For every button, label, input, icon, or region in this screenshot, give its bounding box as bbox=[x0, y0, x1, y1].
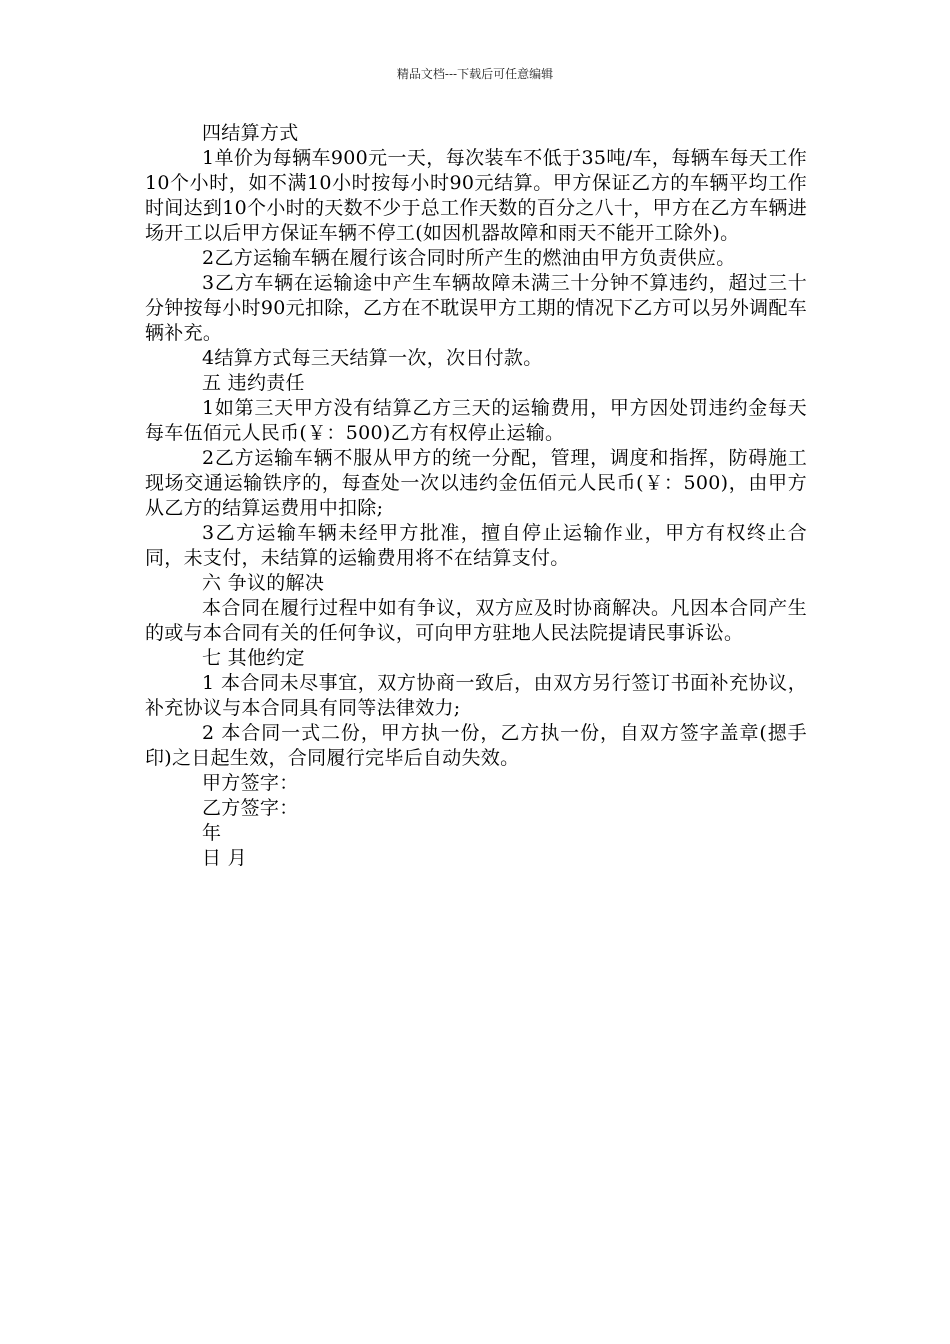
date-day-month-line: 日 月 bbox=[202, 847, 247, 869]
page-header: 精品文档---下载后可任意编辑 bbox=[396, 67, 554, 81]
section-heading-breach: 五 违约责任 bbox=[202, 372, 305, 394]
section-heading-other: 七 其他约定 bbox=[202, 647, 305, 669]
settlement-clause-3: 3乙方车辆在运输途中产生车辆故障未满三十分钟不算违约，超过三十分钟按每小时90元扣除，乙方在不耽误甲方工期的情况下乙方可以另外调配车辆补充。 bbox=[145, 272, 807, 344]
settlement-clause-1: 1单价为每辆车900元一天，每次装车不低于35吨/车，每辆车每天工作10个小时，如不满10小时按每小时90元结算。甲方保证乙方的车辆平均工作时间达到10个小时的天数不少于总工作天数的百分之八十，甲方在乙方车辆进场开工以后甲方保证车辆不停工(如因机器故障和雨天不能开工除外)。 bbox=[145, 147, 807, 244]
breach-clause-1: 1如第三天甲方没有结算乙方三天的运输费用，甲方因处罚违约金每天每车伍佰元人民币(￥：500)乙方有权停止运输。 bbox=[145, 397, 807, 444]
breach-clause-3: 3乙方运输车辆未经甲方批准，擅自停止运输作业，甲方有权终止合同，未支付，未结算的运输费用将不在结算支付。 bbox=[145, 522, 807, 569]
section-heading-dispute: 六 争议的解决 bbox=[202, 572, 325, 594]
settlement-clause-2: 2乙方运输车辆在履行该合同时所产生的燃油由甲方负责供应。 bbox=[202, 247, 736, 269]
party-a-signature-line: 甲方签字： bbox=[202, 772, 299, 794]
other-clause-1: 1 本合同未尽事宜，双方协商一致后，由双方另行签订书面补充协议，补充协议与本合同具有同等法律效力; bbox=[145, 672, 807, 719]
document-body bbox=[145, 121, 807, 871]
other-clause-2: 2 本合同一式二份，甲方执一份，乙方执一份，自双方签字盖章(摁手印)之日起生效，合同履行完毕后自动失效。 bbox=[145, 722, 807, 769]
settlement-clause-4: 4结算方式每三天结算一次，次日付款。 bbox=[202, 347, 543, 369]
section-heading-settlement: 四结算方式 bbox=[202, 122, 299, 144]
dispute-clause: 本合同在履行过程中如有争议，双方应及时协商解决。凡因本合同产生的或与本合同有关的任何争议，可向甲方驻地人民法院提请民事诉讼。 bbox=[145, 597, 807, 644]
date-year-line: 年 bbox=[202, 822, 222, 844]
breach-clause-2: 2乙方运输车辆不服从甲方的统一分配，管理，调度和指挥，防碍施工现场交通运输铁序的，每查处一次以违约金伍佰元人民币(￥：500)，由甲方从乙方的结算运费用中扣除; bbox=[145, 447, 807, 519]
party-b-signature-line: 乙方签字： bbox=[202, 797, 299, 819]
